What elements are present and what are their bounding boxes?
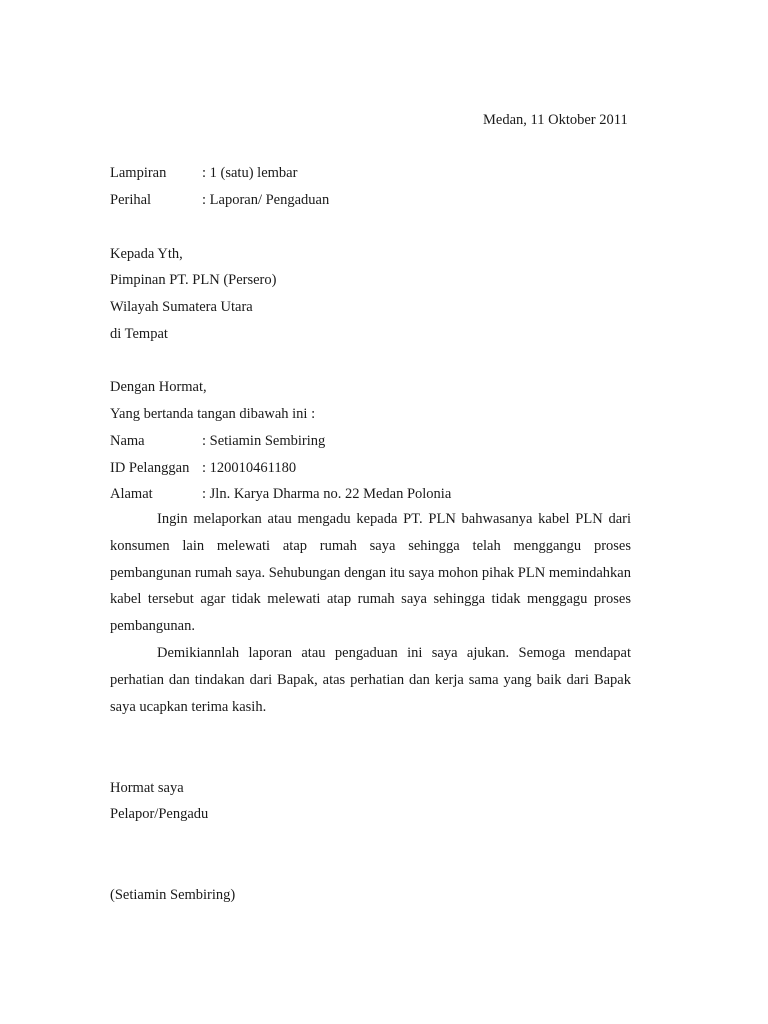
field-value: : Laporan/ Pengaduan xyxy=(202,192,330,208)
field-value: : 120010461180 xyxy=(202,460,297,476)
field-label: Nama xyxy=(110,433,145,449)
recipient-line-3: di Tempat xyxy=(110,326,168,342)
recipient-line-1: Pimpinan PT. PLN (Persero) xyxy=(110,272,277,288)
field-perihal xyxy=(110,191,329,209)
field-id-pelanggan xyxy=(110,459,296,477)
field-label: Perihal xyxy=(110,192,152,208)
field-nama xyxy=(110,432,325,450)
field-value: : 1 (satu) lembar xyxy=(202,165,298,181)
recipient-greeting: Kepada Yth, xyxy=(110,246,183,262)
letter-date: Medan, 11 Oktober 2011 xyxy=(483,112,628,128)
field-alamat xyxy=(110,485,451,503)
recipient-line-2: Wilayah Sumatera Utara xyxy=(110,299,253,315)
signature-name: (Setiamin Sembiring) xyxy=(110,887,236,903)
field-label: Lampiran xyxy=(110,165,167,181)
field-label: Alamat xyxy=(110,486,153,502)
intro-line: Yang bertanda tangan dibawah ini : xyxy=(110,406,316,422)
salutation: Dengan Hormat, xyxy=(110,379,207,395)
body-paragraph-1 xyxy=(110,506,631,640)
body-paragraph-1-text: Ingin melaporkan atau mengadu kepada PT. PLN bahwasanya kabel PLN dari konsumen lain melewati atap rumah saya sehingga telah menggangu proses pembangunan rumah saya. Sehubungan dengan itu saya mohon pihak PLN memindahkan kabel tersebut agar tidak melewati atap rumah saya sehingga tidak menggagu proses pembangunan. xyxy=(110,511,631,635)
field-value: : Jln. Karya Dharma no. 22 Medan Polonia xyxy=(202,486,452,502)
field-value: : Setiamin Sembiring xyxy=(202,433,326,449)
closing-line-2: Pelapor/Pengadu xyxy=(110,806,209,822)
field-label: ID Pelanggan xyxy=(110,460,190,476)
body-paragraph-2-text: Demikiannlah laporan atau pengaduan ini saya ajukan. Semoga mendapat perhatian dan tindakan dari Bapak, atas perhatian dan kerja sama yang baik dari Bapak saya ucapkan terima kasih. xyxy=(110,645,631,715)
closing-line-1: Hormat saya xyxy=(110,780,184,796)
body-paragraph-2 xyxy=(110,640,631,720)
field-lampiran xyxy=(110,164,297,182)
